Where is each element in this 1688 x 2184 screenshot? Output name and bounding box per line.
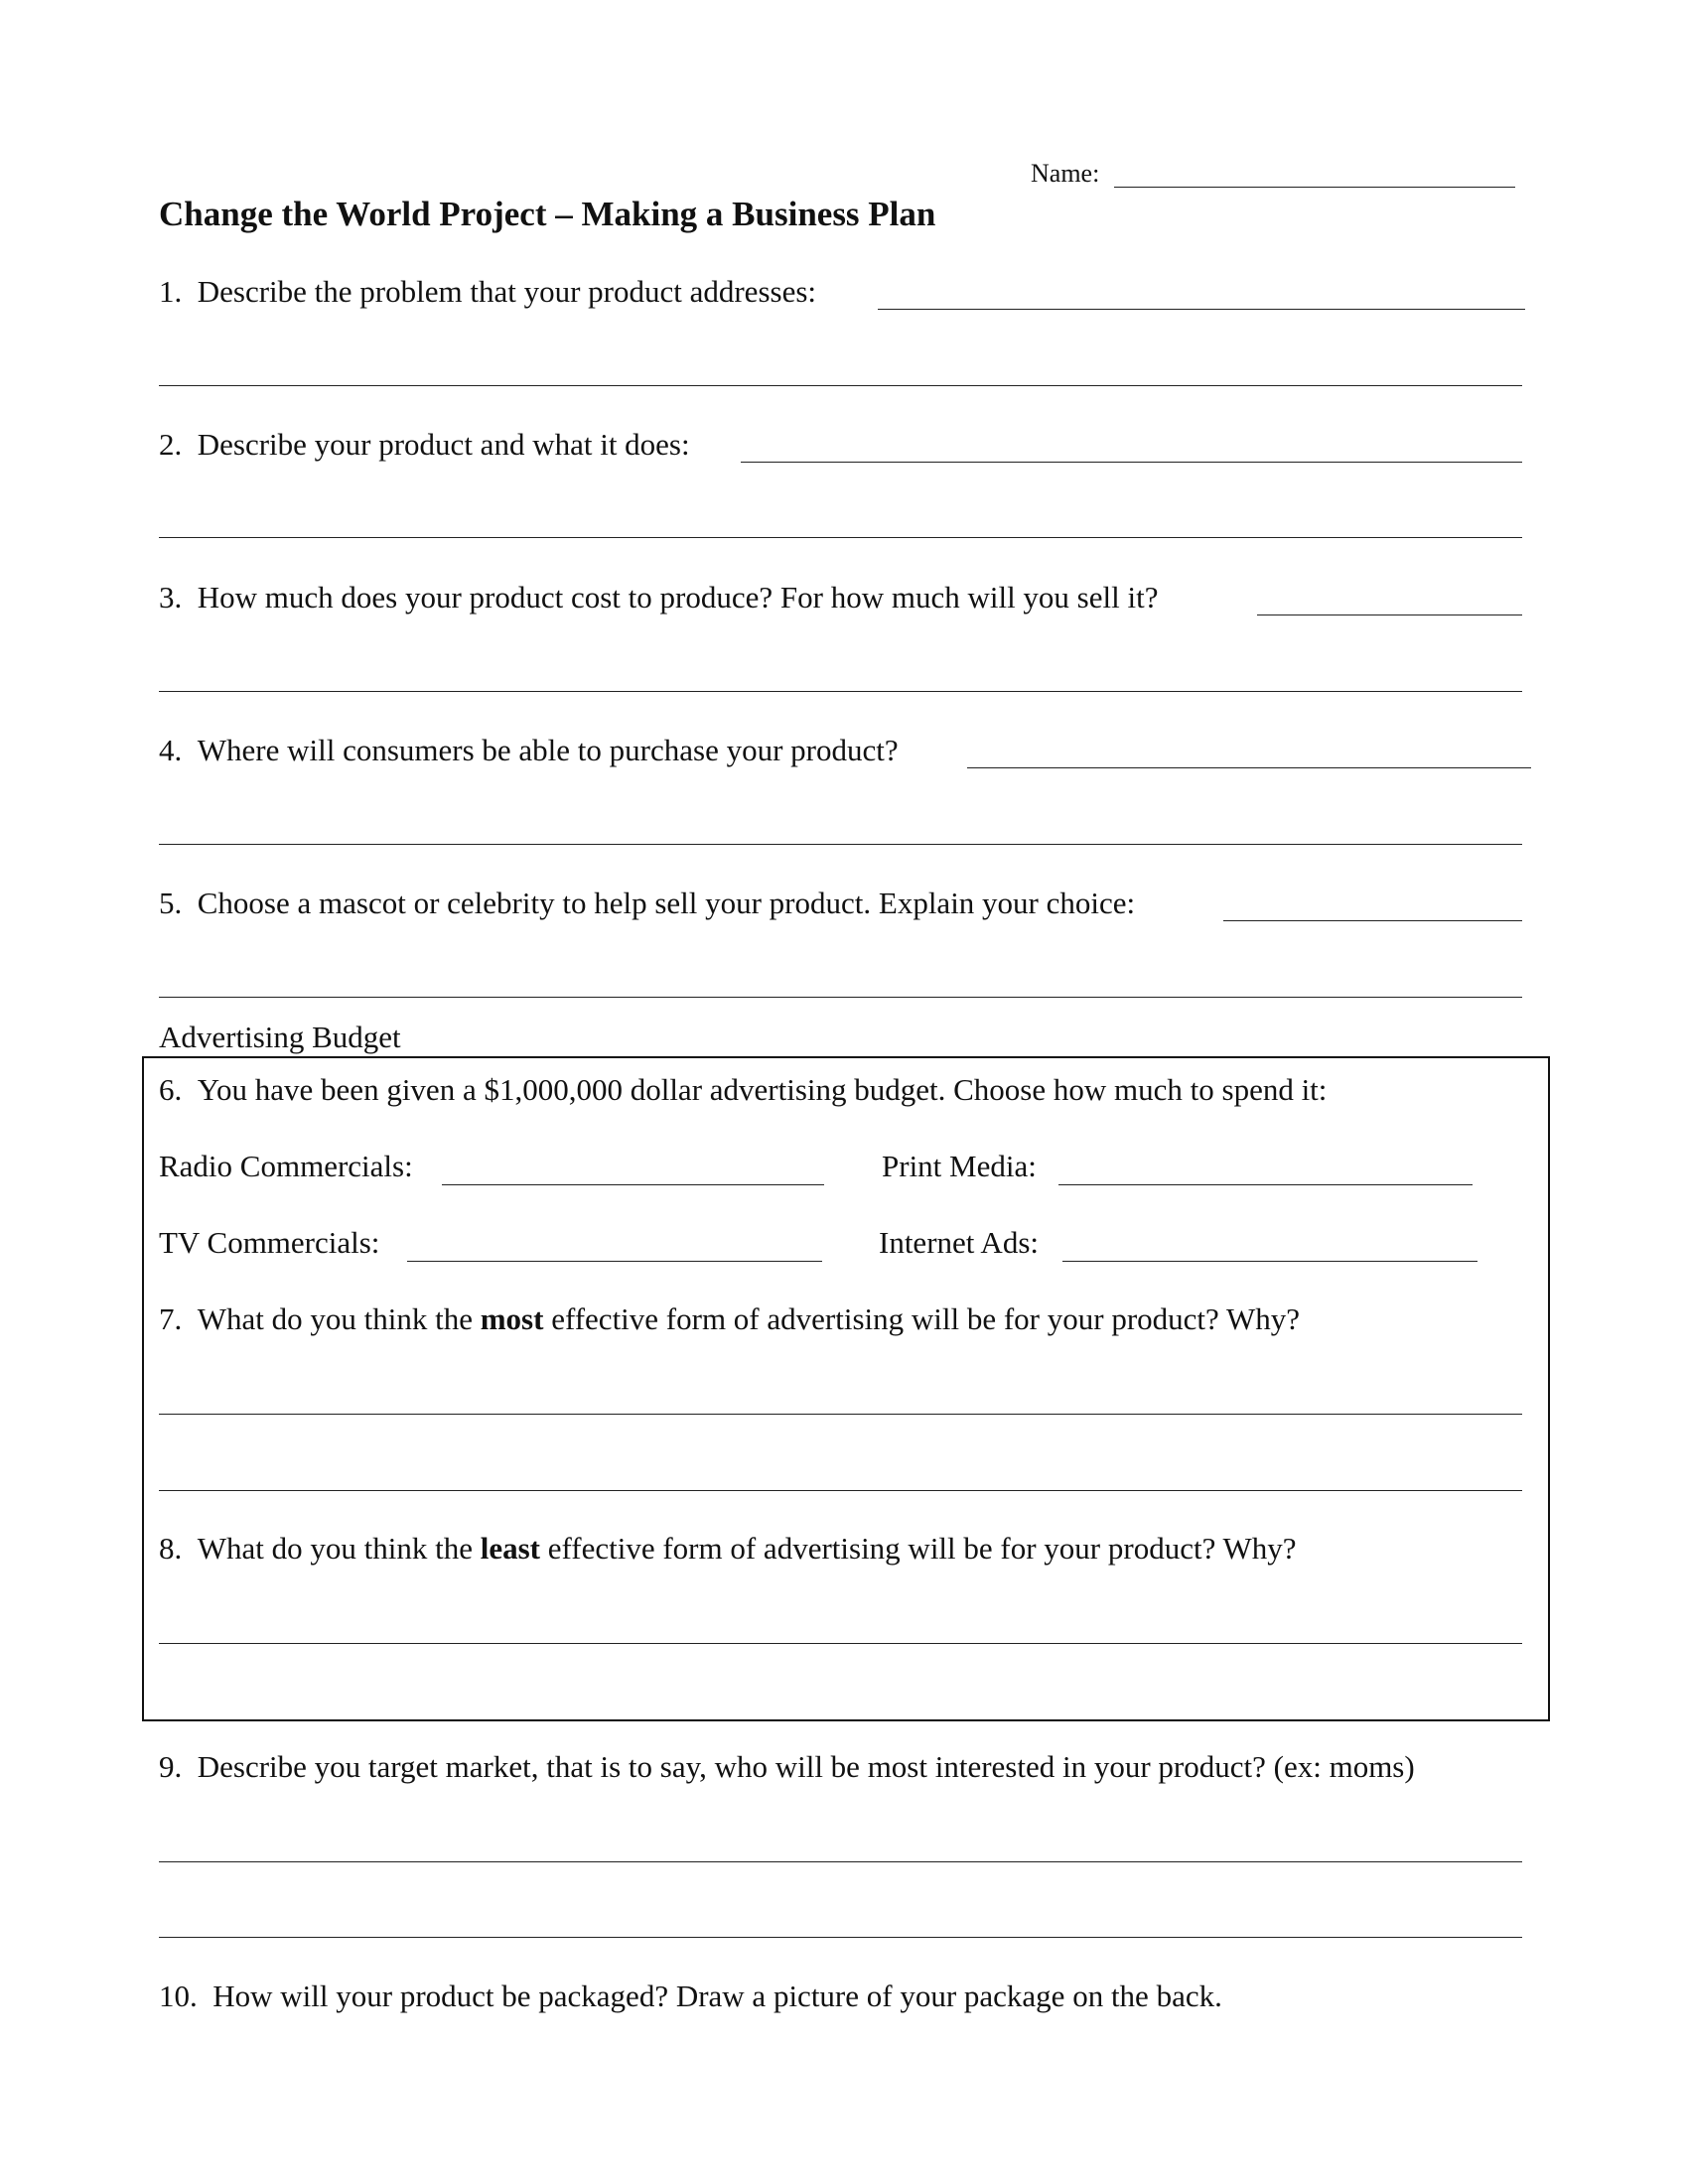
question-number: 2. bbox=[159, 427, 183, 462]
question-number: 1. bbox=[159, 274, 183, 309]
radio-commercials-label: Radio Commercials: bbox=[159, 1149, 413, 1183]
tv-commercials-field[interactable] bbox=[407, 1261, 822, 1262]
answer-line[interactable] bbox=[159, 997, 1522, 998]
answer-line[interactable] bbox=[159, 1414, 1522, 1415]
name-field[interactable] bbox=[1114, 187, 1515, 188]
question-number: 9. bbox=[159, 1749, 183, 1784]
question-6 bbox=[159, 1072, 1327, 1108]
print-media-field[interactable] bbox=[1058, 1184, 1473, 1185]
question-1 bbox=[159, 274, 816, 310]
question-number: 4. bbox=[159, 733, 183, 767]
answer-line[interactable] bbox=[878, 309, 1525, 310]
question-number: 3. bbox=[159, 580, 183, 614]
question-text: How will your product be packaged? Draw a picture of your package on the back. bbox=[212, 1979, 1222, 2013]
question-text-pre: What do you think the bbox=[197, 1301, 481, 1336]
question-5 bbox=[159, 886, 1135, 921]
question-number: 5. bbox=[159, 886, 183, 920]
question-text-post: effective form of advertising will be for your product? Why? bbox=[540, 1531, 1297, 1566]
page-title: Change the World Project – Making a Business Plan bbox=[159, 195, 936, 233]
question-number: 8. bbox=[159, 1531, 183, 1566]
question-9 bbox=[159, 1749, 1415, 1785]
question-2 bbox=[159, 427, 690, 463]
question-text: How much does your product cost to produce? For how much will you sell it? bbox=[197, 580, 1159, 614]
answer-line[interactable] bbox=[159, 1643, 1522, 1644]
answer-line[interactable] bbox=[1257, 614, 1522, 615]
question-number: 6. bbox=[159, 1072, 183, 1107]
question-7 bbox=[159, 1301, 1300, 1337]
question-emphasis: least bbox=[480, 1531, 540, 1566]
question-10 bbox=[159, 1979, 1222, 2014]
question-emphasis: most bbox=[480, 1301, 544, 1336]
name-label: Name: bbox=[1031, 159, 1100, 188]
answer-line[interactable] bbox=[159, 844, 1522, 845]
answer-line[interactable] bbox=[741, 462, 1522, 463]
tv-commercials-label: TV Commercials: bbox=[159, 1225, 380, 1260]
internet-ads-label: Internet Ads: bbox=[879, 1225, 1039, 1260]
question-number: 7. bbox=[159, 1301, 183, 1336]
question-text-post: effective form of advertising will be for your product? Why? bbox=[543, 1301, 1300, 1336]
answer-line[interactable] bbox=[159, 1937, 1522, 1938]
question-number: 10. bbox=[159, 1979, 198, 2013]
section-label: Advertising Budget bbox=[159, 1020, 401, 1054]
question-text: Where will consumers be able to purchase your product? bbox=[197, 733, 899, 767]
answer-line[interactable] bbox=[159, 385, 1522, 386]
question-text-pre: What do you think the bbox=[197, 1531, 481, 1566]
answer-line[interactable] bbox=[159, 537, 1522, 538]
answer-line[interactable] bbox=[159, 691, 1522, 692]
question-4 bbox=[159, 733, 899, 768]
internet-ads-field[interactable] bbox=[1062, 1261, 1477, 1262]
print-media-label: Print Media: bbox=[882, 1149, 1037, 1183]
answer-line[interactable] bbox=[159, 1490, 1522, 1491]
question-3 bbox=[159, 580, 1158, 615]
radio-commercials-field[interactable] bbox=[442, 1184, 824, 1185]
question-text: Describe your product and what it does: bbox=[197, 427, 690, 462]
question-text: Describe the problem that your product addresses: bbox=[197, 274, 817, 309]
answer-line[interactable] bbox=[159, 1861, 1522, 1862]
question-text: Choose a mascot or celebrity to help sell your product. Explain your choice: bbox=[197, 886, 1136, 920]
question-8 bbox=[159, 1531, 1297, 1567]
answer-line[interactable] bbox=[967, 767, 1531, 768]
answer-line[interactable] bbox=[1223, 920, 1522, 921]
question-text: You have been given a $1,000,000 dollar advertising budget. Choose how much to spend it: bbox=[197, 1072, 1328, 1107]
question-text: Describe you target market, that is to say, who will be most interested in your product? (ex: moms) bbox=[197, 1749, 1415, 1784]
